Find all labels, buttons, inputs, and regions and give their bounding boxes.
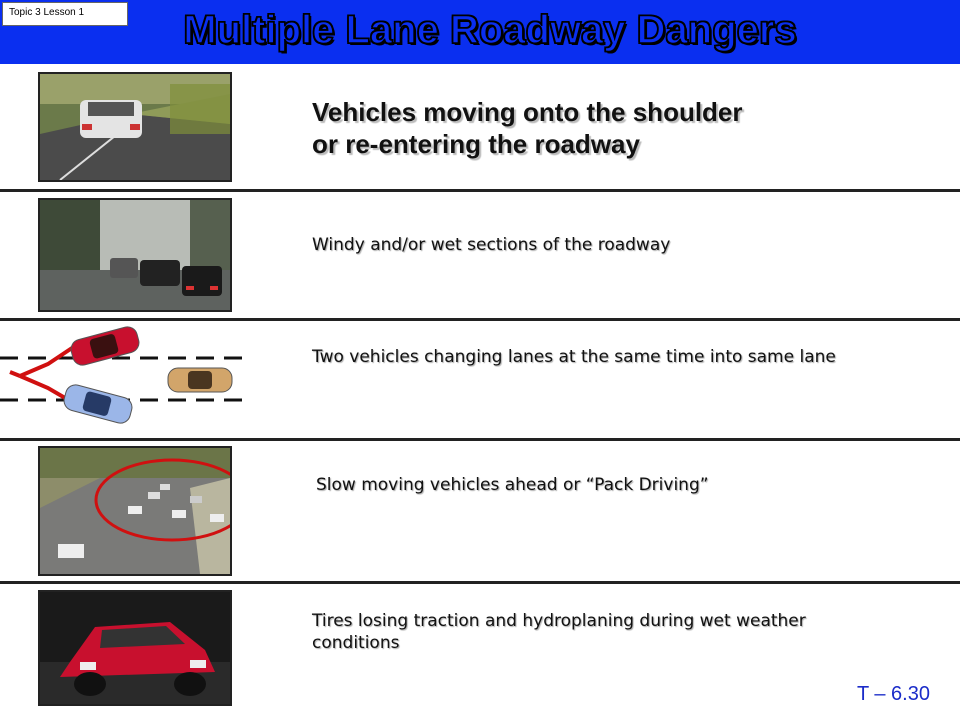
row5-text-line1: Tires losing traction and hydroplaning during wet weather (312, 611, 806, 631)
divider-3 (0, 438, 960, 441)
slide-code: T – 6.30 (856, 683, 930, 705)
row4-text: Slow moving vehicles ahead or “Pack Driving” (316, 475, 709, 495)
row3-text: Two vehicles changing lanes at the same time into same lane (312, 347, 836, 367)
row1-text (312, 96, 743, 160)
photo-wet-road (38, 198, 232, 312)
divider-4 (0, 581, 960, 584)
photo-red-car-hydroplaning (38, 590, 232, 706)
row1-text-line2: or re-entering the roadway (312, 129, 640, 159)
divider-1 (0, 189, 960, 192)
photo-pack-driving (38, 446, 232, 576)
row2-text: Windy and/or wet sections of the roadway (312, 235, 671, 255)
photo-car-on-shoulder (38, 72, 232, 182)
divider-2 (0, 318, 960, 321)
row1-text-line1: Vehicles moving onto the shoulder (312, 97, 743, 127)
topic-label: Topic 3 Lesson 1 (2, 2, 128, 26)
slide-title: Multiple Lane Roadway Dangers (183, 8, 797, 52)
row5-text-line2: conditions (312, 633, 400, 653)
row5-text (312, 610, 806, 654)
lane-change-diagram (0, 326, 250, 426)
